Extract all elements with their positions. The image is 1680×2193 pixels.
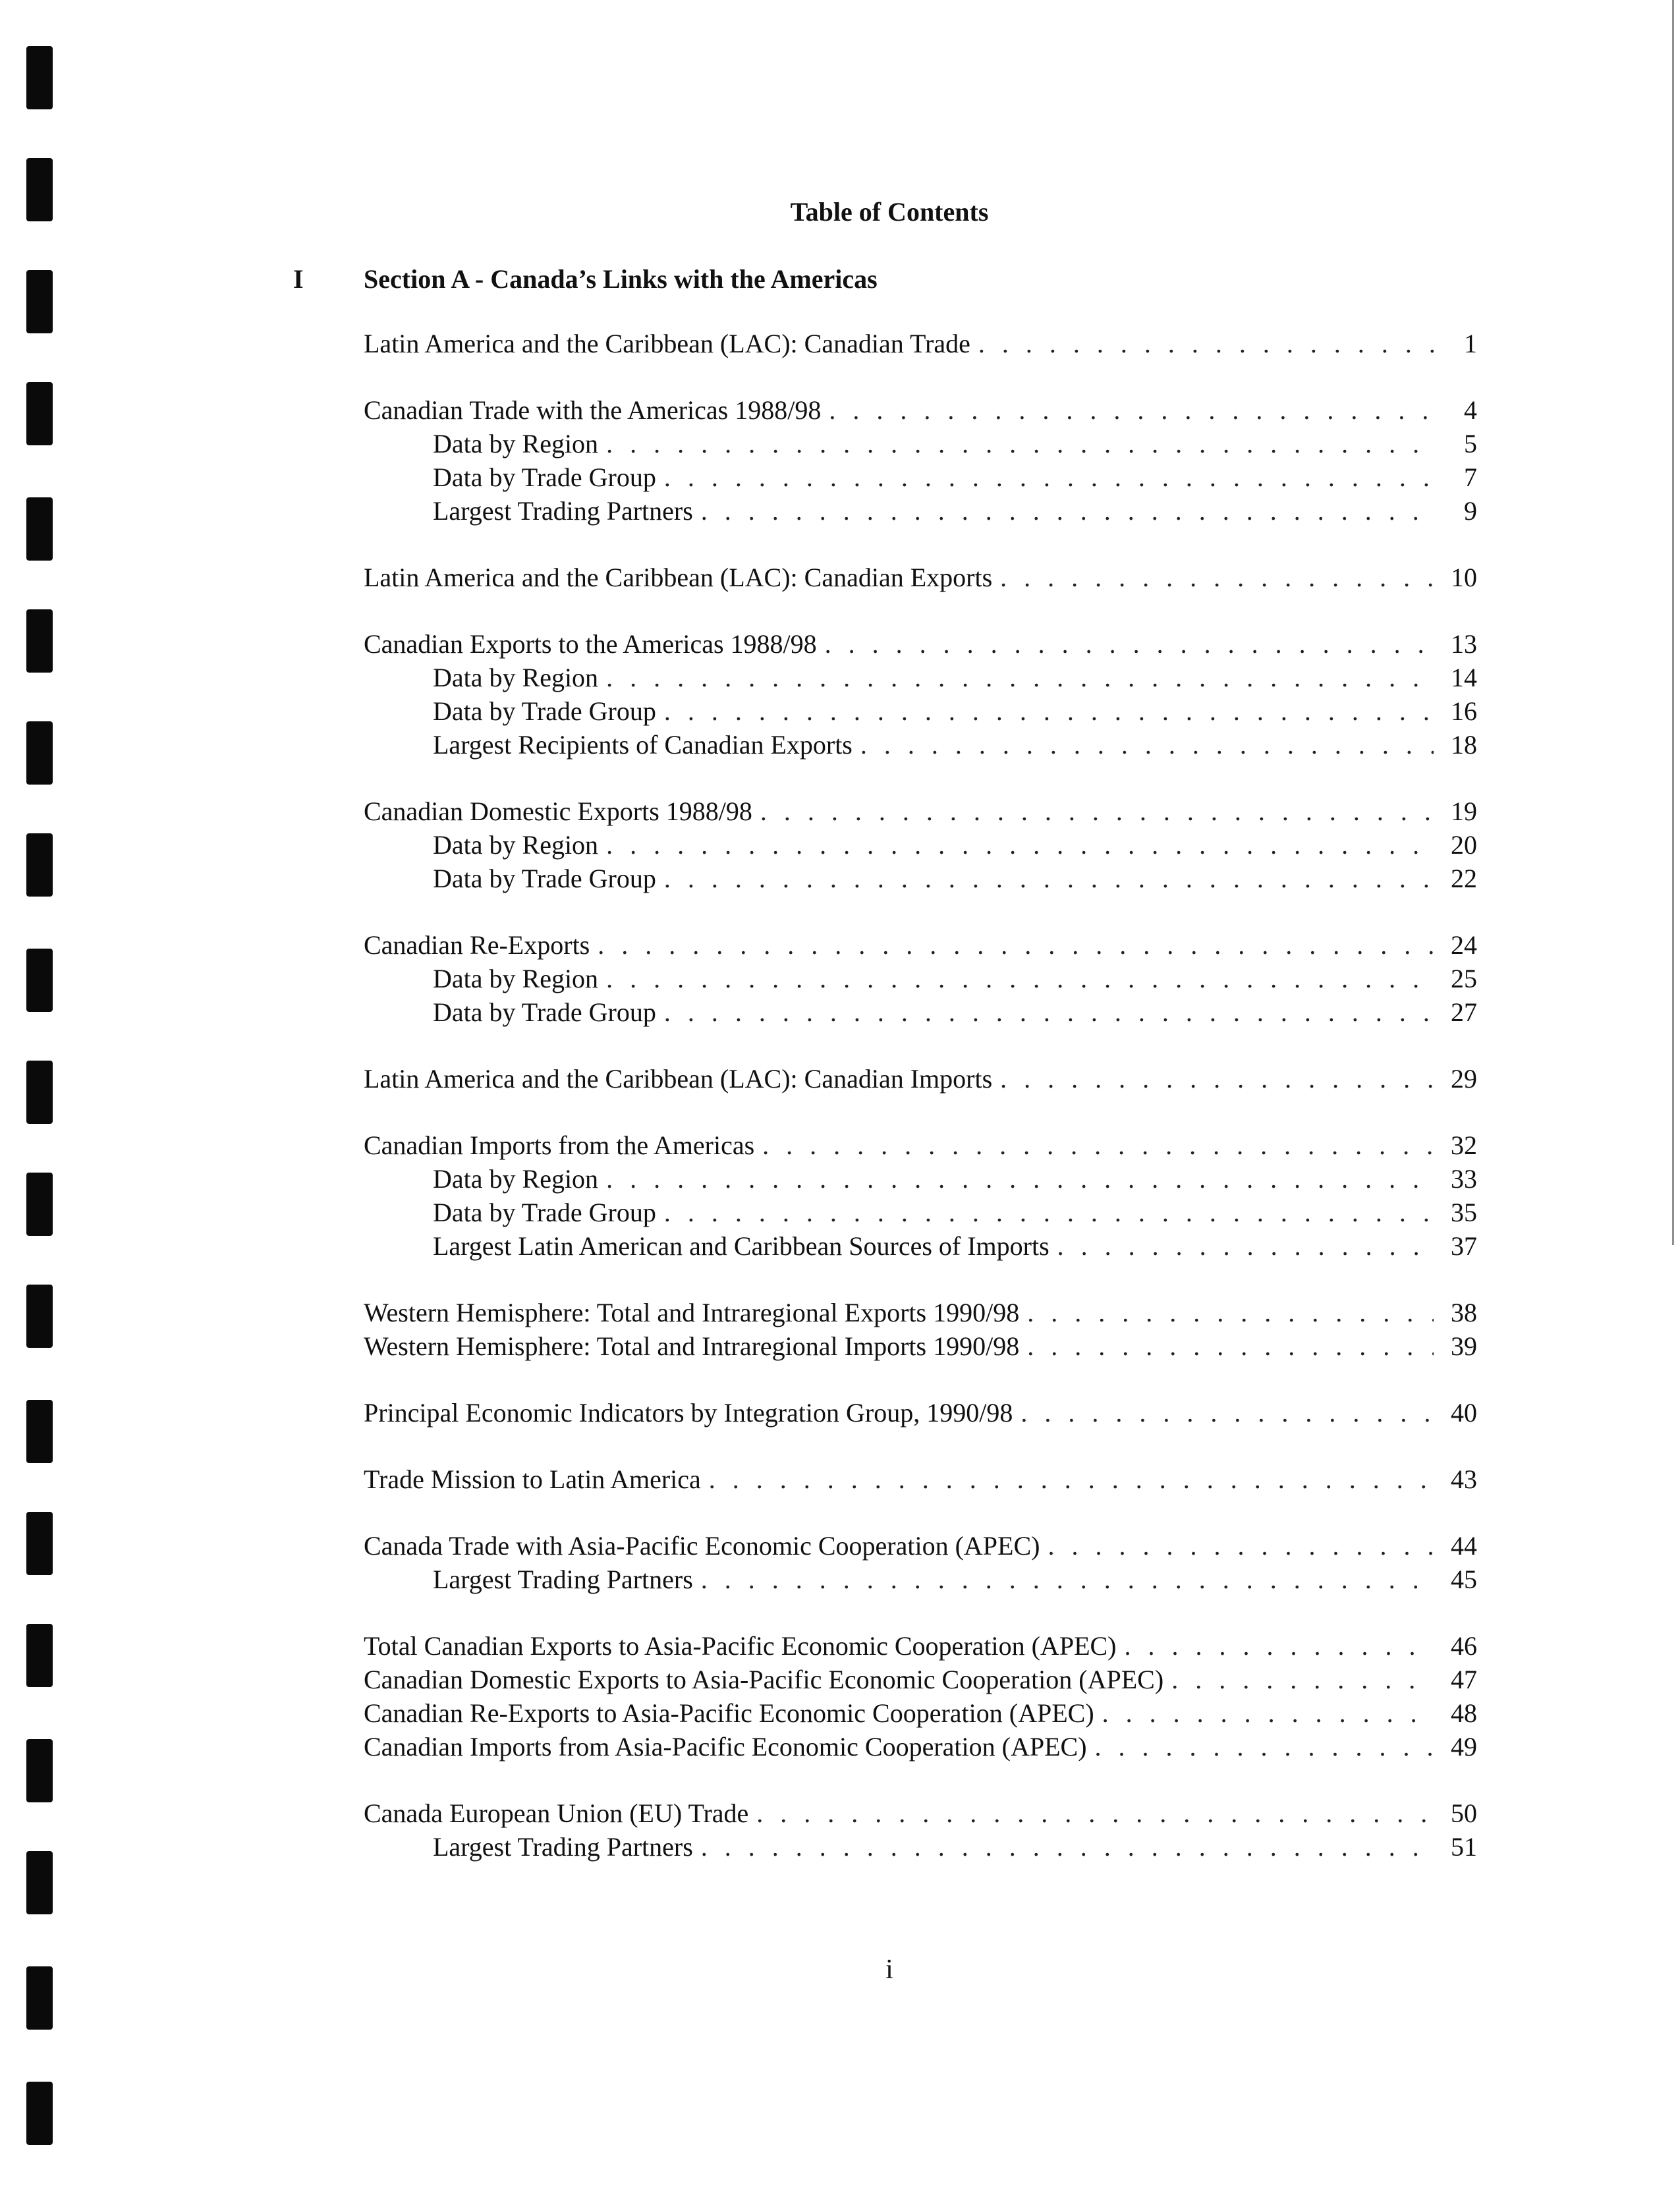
section-title: Section A - Canada’s Links with the Americas [364, 264, 878, 294]
page-title: Table of Contents [790, 197, 989, 227]
dot-leader [664, 995, 1434, 1029]
dot-leader [1021, 1396, 1434, 1430]
toc-entry-page: 47 [1451, 1665, 1477, 1694]
toc-subentry [364, 862, 1477, 895]
toc-group [364, 1396, 1477, 1430]
toc-subentry [364, 1563, 1477, 1596]
binder-hole [26, 1285, 53, 1348]
toc-entry-label: Data by Trade Group [433, 997, 656, 1027]
toc-entry-page: 1 [1464, 329, 1477, 358]
dot-leader [598, 928, 1434, 962]
toc-entry-label: Data by Trade Group [433, 696, 656, 726]
toc-entry-label: Latin America and the Caribbean (LAC): Canadian Exports [364, 563, 993, 592]
toc-subentry [364, 460, 1477, 494]
toc-entry-label: Data by Region [433, 830, 599, 860]
dot-leader [825, 627, 1434, 661]
page-number: i [885, 1955, 893, 1985]
toc-entry [364, 1629, 1477, 1663]
dot-leader [664, 694, 1434, 728]
toc-entry-page: 19 [1451, 796, 1477, 826]
dot-leader [1048, 1529, 1434, 1563]
dot-leader [1125, 1629, 1434, 1663]
binder-hole [26, 46, 53, 109]
toc-entry-page: 48 [1451, 1698, 1477, 1728]
toc-entry-label: Canadian Exports to the Americas 1988/98 [364, 629, 817, 659]
dot-leader [664, 460, 1434, 494]
dot-leader [860, 728, 1434, 762]
dot-leader [1000, 561, 1434, 594]
toc-entry [364, 1396, 1477, 1430]
toc-subentry [364, 694, 1477, 728]
toc-entry [364, 1329, 1477, 1363]
toc-group [364, 794, 1477, 895]
toc-entry [364, 1730, 1477, 1763]
toc-entry-page: 40 [1451, 1398, 1477, 1428]
toc-subentry [364, 1830, 1477, 1864]
toc-entry-label: Principal Economic Indicators by Integration Group, 1990/98 [364, 1398, 1013, 1428]
toc-entry-page: 24 [1451, 930, 1477, 960]
toc-entry-page: 33 [1451, 1164, 1477, 1194]
toc-entry-page: 46 [1451, 1631, 1477, 1661]
toc-entry [364, 794, 1477, 828]
dot-leader [606, 1162, 1434, 1196]
toc-entry-label: Data by Region [433, 964, 599, 993]
dot-leader [1171, 1663, 1434, 1696]
toc-entry [364, 1529, 1477, 1563]
toc-subentry [364, 661, 1477, 694]
toc-entry-label: Canadian Re-Exports to Asia-Pacific Economic Cooperation (APEC) [364, 1698, 1094, 1728]
binder-hole [26, 1173, 53, 1236]
binder-hole [26, 1400, 53, 1463]
toc-entry-label: Canada Trade with Asia-Pacific Economic Cooperation (APEC) [364, 1531, 1040, 1561]
toc-entry-page: 50 [1451, 1798, 1477, 1828]
toc-group [364, 393, 1477, 528]
toc-group [364, 327, 1477, 360]
toc-entry-label: Canadian Imports from the Americas [364, 1130, 755, 1160]
toc-group [364, 1062, 1477, 1096]
dot-leader [701, 1563, 1434, 1596]
toc-group [364, 1529, 1477, 1596]
toc-entry-page: 10 [1451, 563, 1477, 592]
dot-leader [664, 862, 1434, 895]
dot-leader [606, 661, 1434, 694]
toc-subentry [364, 995, 1477, 1029]
binder-hole [26, 949, 53, 1012]
toc-entry-label: Data by Trade Group [433, 864, 656, 893]
toc-entry-label: Largest Trading Partners [433, 1565, 693, 1594]
toc-entry-label: Total Canadian Exports to Asia-Pacific Economic Cooperation (APEC) [364, 1631, 1117, 1661]
toc-entry [364, 561, 1477, 594]
toc-entry [364, 1663, 1477, 1696]
dot-leader [829, 393, 1434, 427]
toc-entry-page: 7 [1464, 462, 1477, 492]
toc-group [364, 561, 1477, 594]
toc-subentry [364, 494, 1477, 528]
dot-leader [762, 1128, 1434, 1162]
toc-subentry [364, 1229, 1477, 1263]
toc-subentry [364, 962, 1477, 995]
page-edge-line [1672, 0, 1674, 1245]
toc-entry-page: 4 [1464, 395, 1477, 425]
toc-subentry [364, 1196, 1477, 1229]
toc-group [364, 1796, 1477, 1864]
toc-entry [364, 1462, 1477, 1496]
toc-entry-label: Largest Latin American and Caribbean Sources of Imports [433, 1231, 1050, 1261]
toc-entry-page: 49 [1451, 1732, 1477, 1762]
toc-entry-page: 32 [1451, 1130, 1477, 1160]
toc-entry-page: 27 [1451, 997, 1477, 1027]
dot-leader [701, 1830, 1434, 1864]
dot-leader [1027, 1296, 1434, 1329]
binder-hole [26, 1851, 53, 1914]
toc-group [364, 1128, 1477, 1263]
toc-entry-label: Largest Trading Partners [433, 1832, 693, 1862]
binder-hole [26, 1061, 53, 1124]
toc-entry-page: 35 [1451, 1198, 1477, 1227]
toc-entry-page: 18 [1451, 730, 1477, 760]
dot-leader [1102, 1696, 1434, 1730]
binder-hole [26, 497, 53, 561]
toc-group [364, 1629, 1477, 1763]
toc-entry-label: Largest Recipients of Canadian Exports [433, 730, 853, 760]
toc-entry-page: 29 [1451, 1064, 1477, 1094]
binder-hole [26, 270, 53, 333]
binder-hole [26, 833, 53, 897]
toc-subentry [364, 427, 1477, 460]
toc-entry-page: 5 [1464, 429, 1477, 458]
toc-entry-page: 9 [1464, 496, 1477, 526]
toc-subentry [364, 728, 1477, 762]
toc-entry-label: Data by Trade Group [433, 1198, 656, 1227]
toc-entry-page: 16 [1451, 696, 1477, 726]
toc-entry [364, 928, 1477, 962]
toc-entry [364, 1296, 1477, 1329]
dot-leader [1095, 1730, 1434, 1763]
toc-entry [364, 627, 1477, 661]
toc-entry-page: 20 [1451, 830, 1477, 860]
binder-hole [26, 2082, 53, 2145]
toc-entry [364, 393, 1477, 427]
toc-entry-page: 39 [1451, 1331, 1477, 1361]
toc-entry-page: 43 [1451, 1464, 1477, 1494]
dot-leader [978, 327, 1434, 360]
toc-entry-page: 51 [1451, 1832, 1477, 1862]
toc-entry-label: Trade Mission to Latin America [364, 1464, 701, 1494]
binder-hole [26, 1624, 53, 1687]
toc-subentry [364, 828, 1477, 862]
dot-leader [664, 1196, 1434, 1229]
dot-leader [606, 427, 1434, 460]
dot-leader [709, 1462, 1434, 1496]
binder-holes [26, 0, 53, 2193]
toc-entry-label: Latin America and the Caribbean (LAC): Canadian Imports [364, 1064, 993, 1094]
dot-leader [756, 1796, 1434, 1830]
toc-entry-label: Data by Region [433, 1164, 599, 1194]
dot-leader [606, 962, 1434, 995]
binder-hole [26, 609, 53, 673]
toc-entry [364, 1062, 1477, 1096]
toc-entry-label: Data by Region [433, 663, 599, 692]
dot-leader [606, 828, 1434, 862]
toc-entry-page: 25 [1451, 964, 1477, 993]
toc-entry [364, 1696, 1477, 1730]
toc-entry-page: 22 [1451, 864, 1477, 893]
toc-group [364, 1296, 1477, 1363]
toc-entry-page: 38 [1451, 1298, 1477, 1327]
toc-group [364, 627, 1477, 762]
toc-group [364, 1462, 1477, 1496]
binder-hole [26, 382, 53, 445]
dot-leader [1027, 1329, 1434, 1363]
toc-entry-page: 44 [1451, 1531, 1477, 1561]
toc-entry-page: 14 [1451, 663, 1477, 692]
dot-leader [1000, 1062, 1434, 1096]
toc-entry-label: Data by Trade Group [433, 462, 656, 492]
dot-leader [701, 494, 1434, 528]
toc-entry-label: Latin America and the Caribbean (LAC): Canadian Trade [364, 329, 970, 358]
binder-hole [26, 1512, 53, 1575]
binder-hole [26, 1739, 53, 1802]
toc-entry-label: Data by Region [433, 429, 599, 458]
toc-entry-label: Largest Trading Partners [433, 496, 693, 526]
toc-entry-label: Canadian Imports from Asia-Pacific Economic Cooperation (APEC) [364, 1732, 1087, 1762]
toc-entry-page: 45 [1451, 1565, 1477, 1594]
toc-entry-label: Canada European Union (EU) Trade [364, 1798, 749, 1828]
toc-entry-label: Canadian Domestic Exports to Asia-Pacific Economic Cooperation (APEC) [364, 1665, 1164, 1694]
toc-entry [364, 1128, 1477, 1162]
toc-entry [364, 1796, 1477, 1830]
binder-hole [26, 721, 53, 785]
section-number: I [293, 264, 304, 294]
dot-leader [1057, 1229, 1434, 1263]
toc-entry-label: Canadian Domestic Exports 1988/98 [364, 796, 752, 826]
toc-entry-page: 13 [1451, 629, 1477, 659]
dot-leader [760, 794, 1434, 828]
table-of-contents [364, 327, 1477, 1897]
toc-entry-label: Canadian Re-Exports [364, 930, 590, 960]
toc-entry-label: Western Hemisphere: Total and Intraregional Exports 1990/98 [364, 1298, 1020, 1327]
toc-entry [364, 327, 1477, 360]
toc-group [364, 928, 1477, 1029]
toc-entry-label: Canadian Trade with the Americas 1988/98 [364, 395, 822, 425]
toc-entry-page: 37 [1451, 1231, 1477, 1261]
toc-subentry [364, 1162, 1477, 1196]
toc-entry-label: Western Hemisphere: Total and Intraregional Imports 1990/98 [364, 1331, 1020, 1361]
